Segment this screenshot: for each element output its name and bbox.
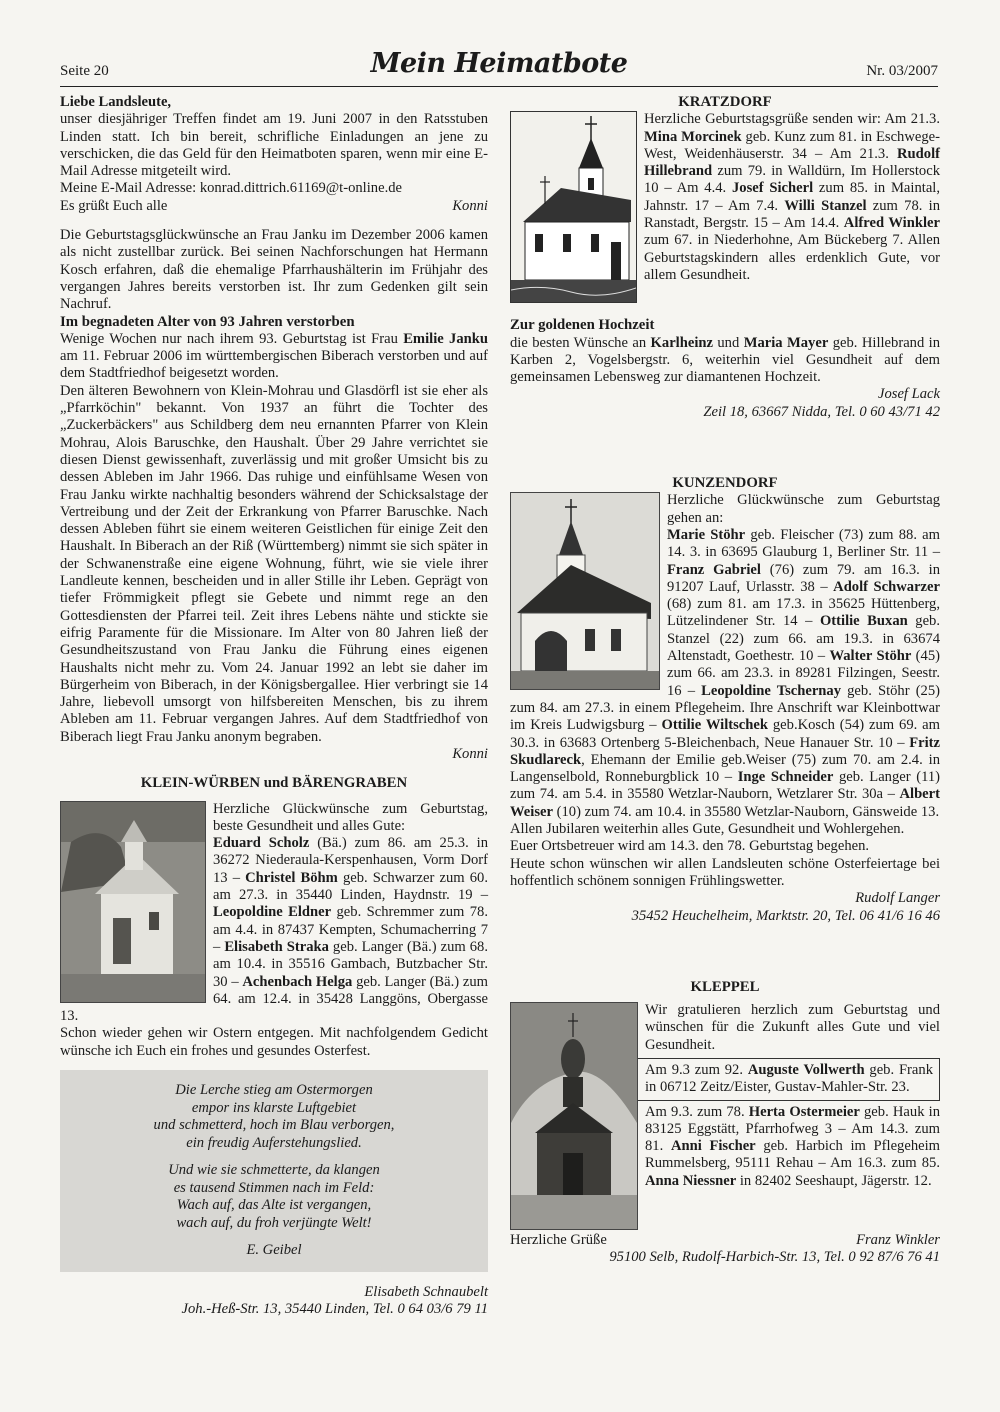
kw-name: Achenbach Helga: [242, 973, 353, 990]
ku-name: Albert Weiser: [510, 786, 940, 820]
ku-ortsbetreuer: Euer Ortsbetreuer wird am 14.3. den 78. Geburtstag begehen.: [510, 838, 870, 855]
kl-name: Anna Niessner: [645, 1172, 737, 1189]
kr-closing: Allen Geburtstagskindern alles erdenklich Gute, vor allem Gesundheit.: [644, 232, 941, 283]
signature-konni: Konni: [452, 197, 488, 214]
kl-name: Anni Fischer: [670, 1138, 756, 1155]
kunzendorf-heading: KUNZENDORF: [672, 475, 778, 492]
ku-wishes: Allen Jubilaren weiterhin alles Gute, Gesundheit und Wohlergehen.: [510, 821, 905, 838]
easter-paragraph: Schon wieder gehen wir Ostern entgegen. Mit nachfolgendem Gedicht wünsche ich Euch ein frohes und gesundes Osterfest.: [60, 1025, 488, 1059]
ku-easter: Heute schon wünschen wir allen Landsleuten schöne Osterfeiertage bei hoffentlich schönem sonnigen Frühlingswetter.: [510, 855, 940, 889]
kw-name: Eduard Scholz: [213, 835, 310, 852]
kratzdorf-church-drawing: [510, 111, 637, 303]
signature-langer: Rudolf Langer: [855, 890, 940, 907]
right-column: KRATZDORF Herzliche Geburtstagsgrüße senden wir: Am 21.3. Mina Morcinek geb. Kunz zum 81. in Eschwege-West, Weidenhäuserstr. 34 – Am 21.3. Rudolf Hillebrand zum 79. in Walldürn, Im Hollerstock 10 – Am 4.4. Josef Sicherl zum 85. in Maintal, Jahnstr. 17 – Am 7.4. Willi Stanzel zum 78. in Ranstadt, Bergstr. 15 – Am 14.4. Alfred Winkler zum 67. in Niederhohne, Am Bückeberg 7. Allen Geburtstagskindern alles erdenklich Gute, vor allem Gesundheit. Zur goldenen Hochzeit die besten Wünsche an Karlheinz und Maria Mayer geb. Hillebrand in Karben 2, Vogelsbergstr. 6, weiterhin viel Gesundheit auf dem gemeinsamen Lebensweg zur diamantenen Hochzeit. Josef Lack Zeil 18, 63667 Nidda, Tel. 0 60 43/71 42 KUNZENDORF Herzliche Glückwünsche zum Geburtstag gehen an: Marie Stöhr geb. Fleischer (73) zum 88. am 14. 3. in 63695 Glauburg 1, Berliner Str. 11 – Franz Gabriel (76) zum 79. am 16.3. in 91207 Lauf, Urlasstr. 38 – Adolf Schwarzer (68) zum 81. am 17.3. in 35625 Hüttenberg, Lützelindener Str. 14 – Ottilie Buxan geb. Stanzel (22) zum 66. am 19.3. in 63674 Altenstadt, Goethestr. 10 – Walter Stöhr (45) zum 66. am 23.3. in 89281 Filzingen, Seestr. 16 – Leopoldine Tschernay geb. Stöhr (25) zum 84. am 27.3. in einem Pflegeheim. Ihre Anschrift war Kleinbottwar im Kreis Ludwigsburg – Ottilie Wiltschek geb.Kosch (54) zum 69. am 30.3. in 63683 Ortenberg 5-Bleichenbach, Neue Hanauer Str. 10 – Fritz Skudlareck, Ehemann der Emilie geb.Weiser (75) zum 70. am 2.4. in Langenselbold, Ronneburgblick 10 – Inge Schneider geb. Langer (11) zum 74. am 5.4. in 35580 Wetzlar-Nauborn, Wetzlarer Str. 30a – Albert Weiser (10) zum 74. am 10.4. in 35580 Wetzlar-Nauborn, Gänsweide 13. Allen Jubilaren weiterhin alles Gute, Gesundheit und Wohlergehen. Euer Ortsbetreuer wird am 14.3. den 78. Geburtstag begehen. Heute schon wünschen wir allen Landsleuten schöne Osterfeiertage bei hoffentlich schönem sonnigen Frühlingswetter. Rudolf Langer 35452 Heuchelheim, Marktstr. 20, Tel. 06 41/6 16 46 KLEPPEL Wir gratulieren herzlich zum Geburtstag und wünschen für die Zukunft alles Gute und viel Gesundheit. Am 9.3 zum 92. Auguste Vollwerth geb. Frank in 06712 Zeitz/Eister, Gustav-Mahler-Str. 23. Am 9.3. zum 78. Herta Ostermeier geb. Hauk in 83125 Eggstätt, Pfarrhofweg 3 – Am 14.3. zum 81. Anni Fischer geb. Harbich im Pflegeheim Rummelsberg, 95111 Rehau – Am 16.3. zum 85. Anna Niessner in 82402 Seeshaupt, Jägerstr. 12. Herzliche Grüße Franz Winkler 95100 Selb, Rudolf-Harbich-Str. 13, Tel. 0 92 87/6 76 41: [510, 94, 941, 1266]
signature-address: Joh.-Heß-Str. 13, 35440 Linden, Tel. 0 64 03/6 79 11: [181, 1300, 488, 1317]
ku-name: Walter Stöhr: [829, 648, 912, 665]
golden-wedding-text: die besten Wünsche an Karlheinz und Maria Mayer geb. Hillebrand in Karben 2, Vogelsbergstr. 6, weiterhin viel Gesundheit auf dem gemeinsamen Lebensweg zur diamantenen Hochzeit.: [510, 334, 941, 386]
kl-name: Herta Ostermeier: [748, 1103, 860, 1120]
greets-text: Es grüßt Euch alle: [60, 197, 168, 214]
obituary-lead: Wenige Wochen nur nach ihrem 93. Geburtstag ist Frau Emilie Janku am 11. Februar 2006 im württembergischen Biberach verstorben und auf dem Stadtfriedhof beigesetzt worden.: [60, 330, 489, 382]
issue-number: Nr. 03/2007: [866, 63, 938, 79]
ku-name: Ottilie Wiltschek: [661, 717, 768, 734]
meeting-paragraph: unser diesjähriger Treffen findet am 19. Juni 2007 in den Ratsstuben Linden statt. Ich bin bereit, schrifliche Einladungen an jene zu verschicken, die das Geld für den Heimatboten sparen, wenn mir eine E-Mail Adresse mitgeteilt wird.: [60, 111, 488, 180]
kl-box-name: Auguste Vollwerth: [747, 1061, 865, 1078]
ku-name: Fritz Skudlareck: [510, 734, 940, 768]
ku-name: Leopoldine Tschernay: [701, 682, 842, 699]
masthead-logo: Mein Heimatbote: [370, 48, 628, 79]
page-number: Seite 20: [60, 63, 109, 79]
signature-winkler-address: 95100 Selb, Rudolf-Harbich-Str. 13, Tel. 0 92 87/6 76 41: [609, 1249, 940, 1266]
greeting: Liebe Landsleute,: [60, 94, 172, 110]
kr-name: Josef Sicherl: [731, 180, 814, 197]
kl-greeting: Herzliche Grüße: [510, 1232, 607, 1249]
kr-name: Willi Stanzel: [784, 197, 867, 214]
klein-wuerben-heading: KLEIN-WÜRBEN und BÄRENGRABEN: [140, 775, 408, 792]
highlight-box: Am 9.3 zum 92. Auguste Vollwerth geb. Frank in 06712 Zeitz/Eister, Gustav-Mahler-Str. 23.: [510, 1058, 940, 1101]
ku-name: Adolf Schwarzer: [833, 578, 940, 595]
kunzendorf-church-photo: [510, 492, 660, 690]
email-line: Meine E-Mail Adresse: konrad.dittrich.61169@t-online.de: [60, 180, 402, 197]
page-header: [60, 48, 938, 86]
obituary-name: Emilie Janku: [403, 330, 489, 347]
ku-name: Marie Stöhr: [667, 526, 746, 543]
kw-intro: Herzliche Glückwünsche zum Geburtstag, beste Gesundheit und alles Gute:: [213, 800, 488, 834]
signature-lack-address: Zeil 18, 63667 Nidda, Tel. 0 60 43/71 42: [703, 403, 940, 420]
ku-name: Franz Gabriel: [667, 561, 761, 578]
kw-name: Elisabeth Straka: [224, 938, 329, 955]
chapel-photo: [60, 801, 206, 1003]
kratzdorf-heading: KRATZDORF: [678, 94, 772, 110]
signature-name: Elisabeth Schnaubelt: [364, 1283, 488, 1300]
ku-intro: Herzliche Glückwünsche zum Geburtstag gehen an:: [667, 492, 940, 526]
kleppel-chapel-photo: [510, 1002, 638, 1230]
kr-name: Alfred Winkler: [843, 215, 940, 232]
ku-name: Inge Schneider: [737, 769, 834, 786]
ku-name: Ottilie Buxan: [819, 613, 908, 630]
kr-name: Rudolf Hillebrand: [644, 145, 940, 180]
kr-name: Mina Morcinek: [644, 128, 742, 145]
kl-intro: Wir gratulieren herzlich zum Geburtstag und wünschen für die Zukunft alles Gute und viel Gesundheit.: [645, 1002, 940, 1053]
poem-stanza-2: Und wie sie schmetterte, da klangen es tausend Stimmen nach im Feld: Wach auf, das Alte ist vergangen, wach auf, du froh verjüngte Welt!: [168, 1162, 380, 1231]
signature-lack: Josef Lack: [877, 386, 940, 403]
kw-name: Leopoldine Eldner: [213, 904, 332, 921]
signature-langer-address: 35452 Heuchelheim, Marktstr. 20, Tel. 06 41/6 16 46: [631, 907, 940, 924]
golden-wedding-heading: Zur goldenen Hochzeit: [510, 317, 655, 334]
obituary-heading: Im begnadeten Alter von 93 Jahren verstorben: [60, 313, 355, 330]
poem-box: [60, 1070, 488, 1272]
header-rule: [60, 86, 938, 87]
signature-konni-2: Konni: [452, 745, 488, 762]
janku-intro-paragraph: Die Geburtstagsglückwünsche an Frau Janku im Dezember 2006 kamen als nicht zustellbar zurück. Bei seinen Nachforschungen hat Hermann Kosch erfahren, daß die ehemalige Pfarrhaushälterin im Frühjahr des vergangen Jahres bereits verstorben ist. Ihr zum Gedenken gilt sein Nachruf.: [60, 227, 488, 313]
left-column: Liebe Landsleute, unser diesjähriger Treffen findet am 19. Juni 2007 in den Ratsstuben Linden statt. Ich bin bereit, schrifliche Einladungen an jene zu verschicken, die das Geld für den Heimatboten sparen, wenn mir eine E-Mail Adresse mitgeteilt wird. Meine E-Mail Adresse: konrad.dittrich.61169@t-online.de Es grüßt Euch alle Konni Die Geburtstagsglückwünsche an Frau Janku im Dezember 2006 kamen als nicht zustellbar zurück. Bei seinen Nachforschungen hat Hermann Kosch erfahren, daß die ehemalige Pfarrhaushälterin im Frühjahr des vergangen Jahres bereits verstorben ist. Ihr zum Gedenken gilt sein Nachruf. Im begnadeten Alter von 93 Jahren verstorben Wenige Wochen nur nach ihrem 93. Geburtstag ist Frau Emilie Janku am 11. Februar 2006 im württembergischen Biberach verstorben und auf dem Stadtfriedhof beigesetzt worden. Den älteren Bewohnern von Klein-Mohrau und Glasdörfl ist sie eher als „Pfarrköchin" bekannt. Von 1937 an führt die Tochter des „Zuckerbäckers" aus Schildberg dem neu ernannten Pfarrer von Klein Mohrau, Alois Baruschke, den Haushalt. Über 29 Jahre verrichtet sie diesen Dienst gewissenhaft, zuverlässig und mit großer Umsicht bis zu dessen Ableben im Jahr 1966. Das ruhige und einfühlsame Wesen von Frau Janku wirkte nachhaltig besonders während der Schicksalstage der Vertreibung und der Zeit der Erkrankung von Pfarrer Baruschke. Nach dessen Ableben führt sie einem weiteren Geistlichen für einige Zeit den Haushalt. In Biberach an der Riß (Württemberg) nimmt sie sich später in der Schwanenstraße eine eigene Wohnung, führt, wie sie viele ihrer Landleute kennen, bescheiden und in aller Stille ihr Leben. Geprägt von tiefer Frömmigkeit pflegt sie Gebete und nimmt rege an den Gottesdiensten der Pfarrei teil. Zeit ihres Lebens nähte und stickte sie eifrig Paramente für die Missionare. Im Alter von 80 Jahren ließ der Gesundheitszustand von Frau Janku die Führung eines eigenen Haushalts nicht mehr zu. Vom 24. Januar 1992 an lebt sie daher im Bürgerheim von Biberach, in der Königsbergallee. Hier verbringt sie 14 Jahre, liebevoll umsorgt von hilfsbereiten Menschen, bis zu ihrem Ableben am 11. Februar vergangen Jahres. Auf dem Stadtfriedhof von Biberach liegt Frau Janku anonym begraben. Konni KLEIN-WÜRBEN und BÄRENGRABEN Herzliche Glückwünsche zum Geburtstag, beste Gesundheit und alles Gute: Eduard Scholz (Bä.) zum 86. am 25.3. in 36272 Niederaula-Kerspenhausen, Vorm Dorf 13 – Christel Böhm geb. Schwarzer zum 60. am 27.3. in 35440 Linden, Haydnstr. 19 – Leopoldine Eldner geb. Schremmer zum 78. am 4.4. in 87437 Kempten, Schumacherring 7 – Elisabeth Straka geb. Langer (Bä.) zum 68. am 10.4. in 35516 Gambach, Butzbacher Str. 30 – Achenbach Helga geb. Langer (Bä.) zum 64. am 12.4. in 35428 Langgöns, Obergasse 13. Schon wieder gehen wir Ostern entgegen. Mit nachfolgendem Gedicht wünsche ich Euch ein frohes und gesundes Osterfest. Die Lerche stieg am Ostermorgen empor ins klarste Luftgebiet und schmetterd, hoch im Blau verborgen, ein freudig Auferstehungslied. Und wie sie schmetterte, da klangen es tausend Stimmen nach im Feld: Wach auf, das Alte ist vergangen, wach auf, du froh verjüngte Welt! E. Geibel Elisabeth Schnaubelt Joh.-Heß-Str. 13, 35440 Linden, Tel. 0 64 03/6 79 11: [60, 94, 489, 1317]
obituary-body: Den älteren Bewohnern von Klein-Mohrau und Glasdörfl ist sie eher als „Pfarrköchin" bekannt. Von 1937 an führt die Tochter des „Zuckerbäckers" aus Schildberg dem neu ernannten Pfarrer von Klein Mohrau, Alois Baruschke, den Haushalt. Über 29 Jahre verrichtet sie diesen Dienst gewissenhaft, zuverlässig und mit großer Umsicht bis zu dessen Ableben im Jahr 1966. Das ruhige und einfühlsame Wesen von Frau Janku wirkte nachhaltig besonders während der Schicksalstage der Vertreibung und der Zeit der Erkrankung von Pfarrer Baruschke. Nach dessen Ableben führt sie einem weiteren Geistlichen für einige Zeit den Haushalt. In Biberach an der Riß (Württemberg) nimmt sie sich später in der Schwanenstraße eine eigene Wohnung, führt, wie sie viele ihrer Landleute kennen, bescheiden und in aller Stille ihr Leben. Geprägt von tiefer Frömmigkeit pflegt sie Gebete und nimmt rege an den Gottesdiensten der Pfarrei teil. Zeit ihres Lebens nähte und stickte sie eifrig Paramente für die Missionare. Im Alter von 80 Jahren ließ der Gesundheitszustand von Frau Janku die Führung eines eigenen Haushalts nicht mehr zu. Vom 24. Januar 1992 an lebt sie daher im Bürgerheim von Biberach, in der Königsbergallee. Hier verbringt sie 14 Jahre, liebevoll umsorgt von hilfsbereiten Menschen, bis zu ihrem Ableben am 11. Februar vergangen Jahres. Auf dem Stadtfriedhof von Biberach liegt Frau Janku anonym begraben.: [60, 382, 488, 745]
signature-winkler: Franz Winkler: [856, 1232, 940, 1249]
poem-author: E. Geibel: [246, 1242, 302, 1259]
kleppel-heading: KLEPPEL: [690, 978, 760, 995]
kw-name: Christel Böhm: [245, 869, 338, 886]
poem-stanza-1: Die Lerche stieg am Ostermorgen empor ins klarste Luftgebiet und schmetterd, hoch im Blau verborgen, ein freudig Auferstehungslied.: [153, 1082, 395, 1151]
